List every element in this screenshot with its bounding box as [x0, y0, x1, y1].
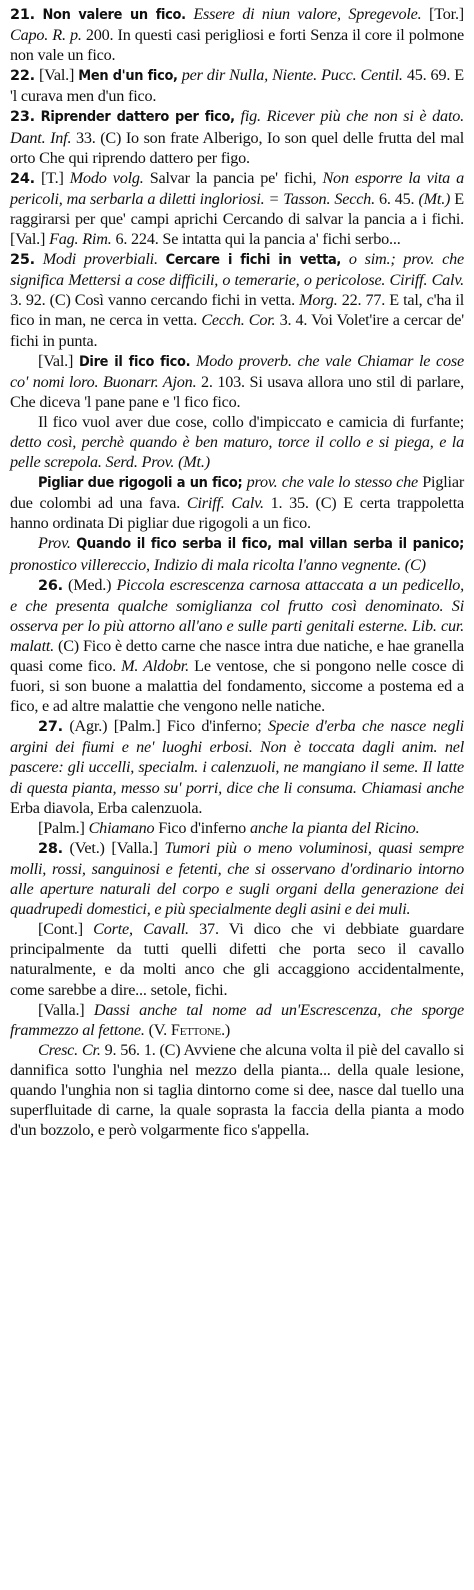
- entry-number: 28.: [38, 840, 63, 857]
- entry-27: [10, 716, 464, 817]
- source-tag: [Palm.]: [113, 717, 161, 736]
- entry-definition: prov. che vale lo stesso che: [246, 473, 419, 492]
- source-citation: Ciriff. Calv.: [186, 494, 264, 513]
- source-tag: [Val.]: [10, 230, 46, 249]
- source-tag: [Val.]: [38, 351, 74, 370]
- entry-definition: Modo proverb. che vale Chiamar le cose co' nomi loro. Buonarr. Ajon.: [10, 351, 464, 391]
- subentry-pigliar: [10, 472, 464, 533]
- subentry-fico-vuol: [10, 412, 464, 472]
- entry-headword: Men d'un fico,: [78, 68, 178, 85]
- source-tag: [Valla.]: [111, 838, 158, 857]
- source-tag: [T.]: [40, 168, 64, 187]
- entry-23: [10, 106, 464, 167]
- entry-28: [10, 838, 464, 919]
- source-tag: [Cont.]: [38, 920, 83, 939]
- entry-definition: pronostico villereccio, Indizio di mala ricolta l'anno vegnente.: [10, 555, 401, 574]
- phrase: Salvar la pancia pe' fichi,: [149, 168, 317, 187]
- subentry-proverb: [10, 533, 464, 574]
- subentry-cont: [10, 919, 464, 999]
- cross-reference-suffix: .): [221, 1020, 231, 1039]
- entry-definition: Essere di niun valore, Spregevole.: [193, 5, 422, 23]
- cross-reference-prefix: (V.: [148, 1020, 168, 1039]
- quotation: 6. 224. Se intatta qui la pancia a' fichi serbo...: [115, 230, 401, 249]
- entry-definition: Prov.: [38, 534, 71, 553]
- source-citation: Cecch. Cor.: [201, 311, 276, 330]
- subentry-palm: [10, 818, 464, 838]
- entry-definition: detto così, perchè quando è ben maturo, torce il collo e si piega, e la pelle screpola. Serd. Prov.: [10, 432, 464, 472]
- entry-definition: Specie d'erba che nasce negli argini dei fiumi e ne' luoghi erbosi. Non è toccata dagli anim. nel pascere: gli uccelli, specialm. i calenzuoli, ne mangiano il seme. Il latte di questa pianta, messo su' porri, dice che li consuma. Chiamasi anche: [10, 717, 464, 797]
- subentry-cresc: [10, 1040, 464, 1140]
- quotation: 9. 56. 1. (C) Avviene che alcuna volta il piè del cavallo si dannifica sotto l'unghia nel mezzo della pianta... della quale lesione, quando l'unghia non si taglia dintorno come si dee, nasce dal tuello una superfluitade di carne, la quale soprasta la faccia della pianta a modo d'un bozzolo, e però volgarmente fico s'appella.: [10, 1040, 464, 1140]
- source-citation: Capo. R. p.: [10, 26, 82, 45]
- entry-headword: Pigliar due rigogoli a un fico;: [38, 475, 243, 492]
- quotation: 2. 103. Si usava allora uno stil di parlare, Che diceva 'l pane pane e 'l fico fico.: [10, 372, 464, 411]
- source-citation: Cresc. Cr.: [38, 1040, 101, 1059]
- quotation: 22. 77. E tal, c'ha il fico in man, ne cerca in vetta.: [10, 291, 465, 330]
- entry-24: [10, 168, 464, 249]
- cross-reference-word: Fettone: [170, 1020, 222, 1039]
- quotation: Le ventose, che si pongono nelle cosce di fuori, si son buone a malattia del fondamento, siccome a postema ed a fico, e ad altre malattie che vengono nelle natiche.: [10, 657, 464, 716]
- entry-definition: Non esporre la vita a pericoli, ma serbarla a diletti ingloriosi. = Tasson. Secch.: [10, 168, 464, 208]
- source-tag: [Tor.]: [429, 5, 464, 23]
- entry-headword: Cercare i fichi in vetta,: [165, 252, 342, 269]
- subentry-dire-il-fico: [10, 351, 464, 412]
- entry-definition: fig. Ricever più che non si è dato.: [240, 107, 464, 126]
- entry-number: 25.: [10, 252, 35, 269]
- entry-21: [10, 4, 464, 65]
- citation-number: 6. 45.: [378, 189, 415, 208]
- entry-definition: o sim.; prov. che significa Mettersi a cose difficili, o temerarie, o pericolose. Ciriff. Calv.: [10, 250, 464, 290]
- source-tag: (Med.): [68, 575, 112, 594]
- entry-definition: anche la pianta del Ricino.: [249, 818, 420, 837]
- source-citation: Dant. Inf.: [10, 128, 72, 147]
- entry-22: [10, 65, 464, 106]
- entry-definition: Chiamano: [88, 818, 155, 837]
- entry-definition: Piccola escrescenza carnosa attaccata a un pedicello, e che presenta qualche somiglianza col frutto così denominato. Si osserva per lo più attorno all'ano e sulle parti genitali esterne. Lib. cur. malatt.: [10, 575, 464, 655]
- phrase: Pigliar due colombi ad una fava.: [10, 473, 465, 513]
- quotation: 200. In questi casi perigliosi e forti Senza il core il polmone non vale un fico.: [10, 26, 464, 65]
- entry-26: [10, 575, 464, 717]
- entry-definition: Dassi anche tal nome ad un'Escrescenza, che sporge frammezzo al fettone.: [10, 1000, 464, 1039]
- entry-definition: Modi proverbiali.: [42, 250, 158, 269]
- source-tag: (Mt.): [178, 453, 210, 472]
- source-tag: (C): [404, 555, 426, 574]
- entry-number: 26.: [38, 577, 63, 594]
- entry-number: 22.: [10, 68, 35, 85]
- entry-headword: Dire il fico fico.: [78, 353, 191, 370]
- quotation: 33. (C) Io son frate Alberigo, Io son quel delle frutta del mal orto Che qui riprendo dattero per figo.: [10, 128, 464, 167]
- source-citation: Corte, Cavall.: [93, 920, 189, 939]
- subentry-valla: [10, 1000, 464, 1040]
- source-citation: Morg.: [299, 291, 338, 310]
- entry-number: 24.: [10, 170, 35, 187]
- phrase: Fico d'inferno;: [166, 717, 262, 736]
- source-citation: Fag. Rim.: [49, 230, 112, 249]
- entry-headword: Non valere un fico.: [42, 7, 186, 23]
- entry-definition: Modo volg.: [69, 168, 144, 187]
- quotation: 1. 35. (C) E certa trappoletta hanno ordinata Di pigliar due rigogoli a un fico.: [10, 494, 464, 533]
- phrase: Fico d'inferno: [158, 818, 247, 837]
- source-tag: [Val.]: [38, 66, 75, 85]
- phrase: Il fico vuol aver due cose, collo d'impiccato e camicia di furfante;: [38, 412, 464, 431]
- source-tag: [Palm.]: [38, 818, 85, 837]
- quotation: E raggirarsi per que' campi aprichi Cercando di salvar la pancia a i fichi.: [10, 189, 464, 228]
- phrase: Erba diavola, Erba calenzuola.: [10, 798, 203, 817]
- entry-headword: Quando il fico serba il fico, mal villan serba il panico;: [76, 536, 464, 553]
- quotation: 45. 69. E 'l curava men d'un fico.: [10, 66, 464, 106]
- source-tag: (Agr.): [69, 717, 108, 736]
- source-citation: Pucc. Centil.: [321, 66, 403, 85]
- entry-headword: Riprender dattero per fico,: [40, 109, 235, 126]
- entry-25: [10, 249, 464, 350]
- source-tag: [Valla.]: [38, 1000, 85, 1019]
- quotation: 3. 92. (C) Così vanno cercando fichi in vetta.: [10, 291, 295, 310]
- source-tag: (Vet.): [69, 838, 105, 857]
- entry-definition: per dir Nulla, Niente.: [181, 66, 317, 85]
- entry-number: 21.: [10, 7, 35, 23]
- quotation: 37. Vi dico che vi debbiate guardare principalmente da tutti quelli difetti che porta seco il cavallo naturalmente, e da molti anco che gli accaggiono accidentalmente, come sarebbe a dire... setole, fichi.: [10, 920, 465, 999]
- entry-number: 23.: [10, 109, 35, 126]
- entry-number: 27.: [38, 719, 63, 736]
- source-tag: (Mt.): [418, 189, 451, 208]
- quotation: (C) Fico è detto carne che nasce intra due natiche, e hae granella quasi come fico.: [10, 636, 464, 675]
- entry-definition: Tumori più o meno voluminosi, quasi sempre molli, rossi, sanguinosi e fetenti, che si osservano d'ordinario intorno alle aperture naturali del corpo e sugli organi della generazione dei quadrupedi domestici, e più specialmente degli asini e dei muli.: [10, 838, 464, 919]
- quotation: 3. 4. Voi Volet'ire a cercar de' fichi in punta.: [10, 311, 464, 350]
- source-citation: M. Aldobr.: [121, 657, 189, 675]
- cross-reference: [149, 1021, 231, 1039]
